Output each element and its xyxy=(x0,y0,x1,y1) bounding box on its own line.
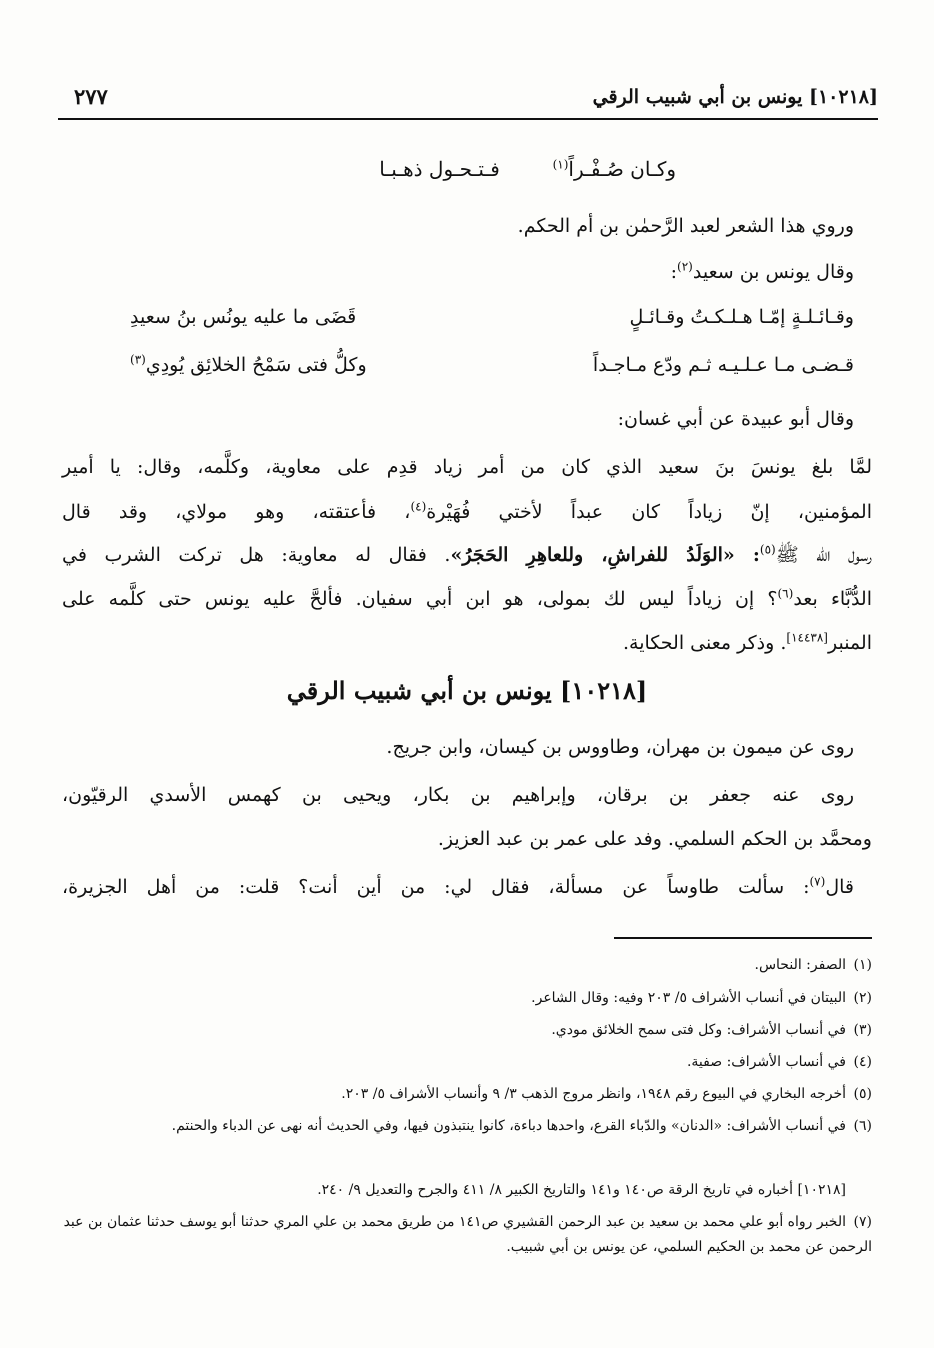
footnote xyxy=(62,986,872,1011)
colon: : xyxy=(670,261,678,283)
footnote xyxy=(62,1050,872,1075)
para1-line4 xyxy=(62,584,872,614)
footnote xyxy=(62,1082,872,1107)
footnote xyxy=(62,1210,872,1260)
footnote-text: الخبر رواه أبو علي محمد بن سعيد بن عبد الرحمن القشيري ص١٤١ من طريق محمد بن علي المري حدثنا أبو يوسف حدثنا عثمان بن عبد الرحمن عن محمد بن الحكيم السلمي، عن يونس بن أبي شبيب. xyxy=(63,1214,872,1255)
para4-line1-part2: : سألت طاوساً عن مسألة، فقال لي: من أين أنت؟ قلت: من أهل الجزيرة، xyxy=(62,876,810,898)
para1-line5-part2: . وذكر معنى الحكاية. xyxy=(623,632,787,654)
footnote-number: (١) xyxy=(853,957,872,973)
yunus-said-text: وقال يونس بن سعيد xyxy=(692,261,854,283)
para1-line2-part2: ، فأعتقته، وهو مولاي، وقد قال xyxy=(62,501,411,523)
footnote-number: (٣) xyxy=(853,1022,872,1038)
para1-line4-part1: الدُّبَّاء بعد xyxy=(793,588,872,610)
couplet-1-second-hemistich: قَضَى ما عليه يونُس بنُ سعيدِ xyxy=(130,306,357,328)
para1-line4-part2: ؟ إن زياداً ليس لك بمولى، هو ابن أبي سفيان. فألحَّ عليه يونس حتى كلَّمه على xyxy=(62,588,778,610)
footnote xyxy=(62,1114,872,1139)
para1-line3-part2: . فقال له معاوية: هل تركت الشرب في xyxy=(62,544,451,566)
page-number: ٢٧٧ xyxy=(74,84,108,109)
footnote xyxy=(62,1178,872,1203)
footnote-marker: (٥) xyxy=(759,542,776,557)
footnote xyxy=(62,953,872,978)
footnote-marker: (٦) xyxy=(777,586,794,601)
para3-line2: ومحمَّد بن الحكم السلمي. وفد على عمر بن عبد العزيز. xyxy=(437,828,872,850)
cross-reference: [١٤٤٣٨] xyxy=(786,630,828,645)
para1-line5-part1: المنبر xyxy=(827,632,872,654)
para4-line1-part1: قال xyxy=(825,876,854,898)
running-header-title: [١٠٢١٨] يونس بن أبي شبيب الرقي xyxy=(592,86,878,108)
para2-line1: روى عن ميمون بن مهران، وطاووس بن كيسان، وابن جريج. xyxy=(386,736,854,758)
footnote-text: في أنساب الأشراف: وكل فتى سمح الخلائق مودي. xyxy=(551,1022,846,1038)
poetry-attribution: وروي هذا الشعر لعبد الرَّحمٰن بن أم الحكم. xyxy=(517,215,854,237)
footnote-text: البيتان في أنساب الأشراف ٥/ ٢٠٣ وفيه: وقال الشاعر. xyxy=(531,990,846,1006)
couplet-1-first-hemistich: وقـائـلـةٍ إمّـا هـلـكـتُ وقـائـلٍ xyxy=(629,306,854,328)
footnote-number: (٦) xyxy=(853,1118,872,1134)
para1-line5 xyxy=(623,628,872,658)
footnote-marker: (٧) xyxy=(809,874,826,889)
abu-ubayda-line: وقال أبو عبيدة عن أبي غسان: xyxy=(617,408,854,430)
footnote-marker: (١) xyxy=(552,157,569,172)
footnote-marker: (٣) xyxy=(130,352,146,367)
para1-line2 xyxy=(62,497,872,527)
para1-line3 xyxy=(62,540,872,570)
couplet-2-first-hemistich: قـضـى مـا عـلـيـه ثـم ودّع مـاجـداً xyxy=(592,354,854,376)
header-divider xyxy=(58,118,878,120)
verse-line xyxy=(379,154,676,184)
footnote-number: (٥) xyxy=(853,1086,872,1102)
footnote-number: (٤) xyxy=(853,1054,872,1070)
footnote-divider xyxy=(614,937,872,939)
yunus-said-line xyxy=(671,257,854,287)
footnote-number: (٢) xyxy=(853,990,872,1006)
couplet-2-second-hemistich xyxy=(130,354,367,376)
para4-line1 xyxy=(62,872,854,902)
hadith-quote: : «الوَلَدُ للفراشِ، وللعاهِرِ الحَجَرُ» xyxy=(450,544,760,566)
para1-line3-part1: رسول الله ﷺ xyxy=(775,544,872,566)
footnote-marker: (٤) xyxy=(410,499,427,514)
footnote-marker: (٢) xyxy=(677,259,693,274)
section-heading: [١٠٢١٨] يونس بن أبي شبيب الرقي xyxy=(286,676,648,705)
para1-line1: لمَّا بلغ يونسَ بنَ سعيد الذي كان من أمر زياد قدِم على معاوية، وكلَّمه، وقال: يا أمير xyxy=(62,456,872,478)
footnote-text: [١٠٢١٨] أخباره في تاريخ الرقة ص١٤٠ و١٤١ والتاريخ الكبير ٨/ ٤١١ والجرح والتعديل ٩/ ٢٤٠. xyxy=(317,1182,846,1198)
footnote-text: الصفر: النحاس. xyxy=(754,957,846,973)
para1-line2-part1: المؤمنين، إنّ زياداً كان عبداً لأختي فُهَيْرة xyxy=(426,501,873,523)
couplet-2-second-text: وكلُّ فتى سَمْحُ الخلائِق يُودِي xyxy=(145,354,367,376)
footnote-number: (٧) xyxy=(853,1214,872,1230)
footnote-text: في أنساب الأشراف: «الدنان» والدّباء القرع، واحدها دباءة، كانوا ينتبذون فيها، وفي الحديث أنه نهى عن الدباء والحنتم. xyxy=(171,1118,846,1134)
verse-second-half: فـتـحـول ذهـبـا xyxy=(379,157,500,181)
footnote-text: أخرجه البخاري في البيوع رقم ١٩٤٨، وانظر مروج الذهب ٣/ ٩ وأنساب الأشراف ٥/ ٢٠٣. xyxy=(341,1086,846,1102)
verse-first-half: وكـان صُـفْـراً xyxy=(568,157,676,181)
footnote xyxy=(62,1018,872,1043)
para3-line1: روى عنه جعفر بن برقان، وإبراهيم بن بكار، ويحيى بن كهمس الأسدي الرقيّون، xyxy=(62,784,854,806)
footnote-text: في أنساب الأشراف: صفية. xyxy=(686,1054,846,1070)
